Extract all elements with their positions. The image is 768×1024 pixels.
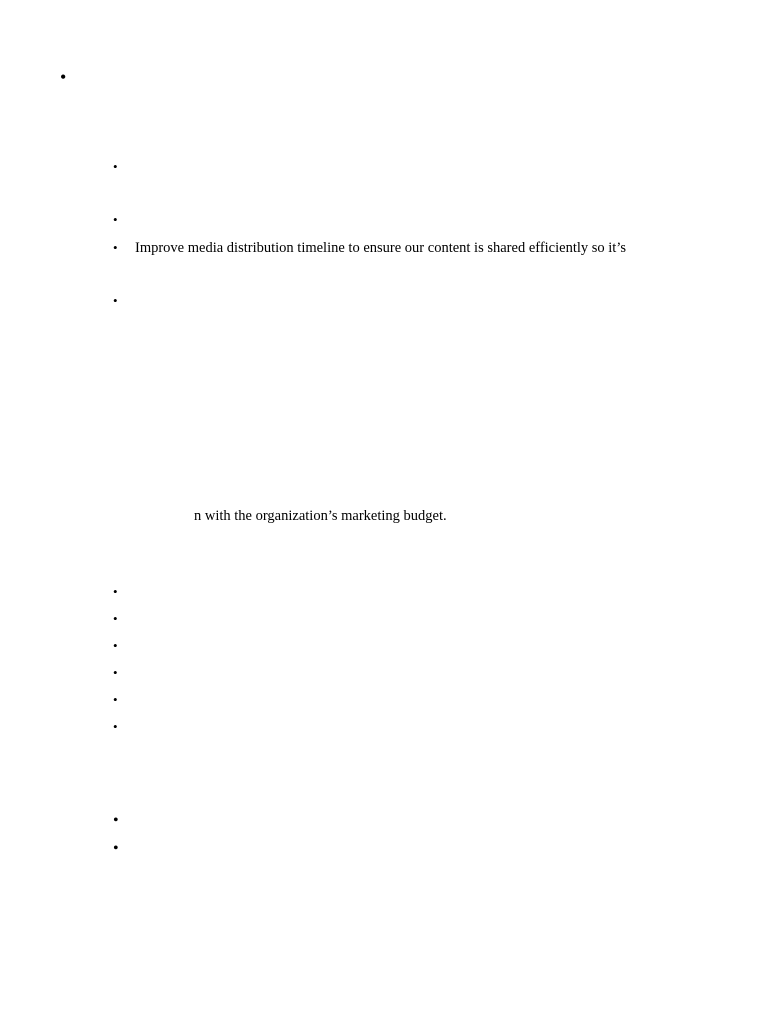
bullet-icon: • [113,611,118,626]
bullet-icon: • [113,840,119,857]
bullet-icon: • [113,159,118,174]
continuation-text: n with the organization’s marketing budget. [194,508,447,524]
bullet-icon: • [113,638,118,653]
bullet-icon: • [113,719,118,734]
bullet-icon: • [113,812,119,829]
bullet-icon: • [113,293,118,308]
bullet-icon: • [113,692,118,707]
bullet-icon: • [113,665,118,680]
bullet-icon: • [113,240,118,255]
bullet-icon: • [60,67,67,87]
bullet-icon: • [113,212,118,227]
bullet-icon: • [113,584,118,599]
list-item-text: Improve media distribution timeline to ensure our content is shared efficiently so it’s [135,240,627,256]
